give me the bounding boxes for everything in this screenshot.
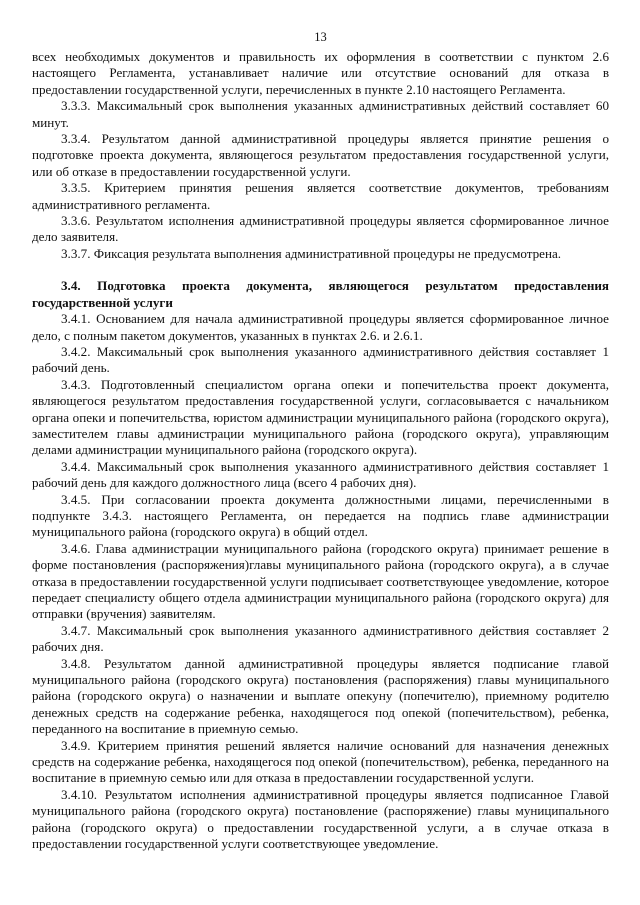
paragraph-3-4-8: 3.4.8. Результатом данной административной процедуры является подписание главой муниципального района (городского округа) постановления (распоряжения) главы муниципального района (городского округа) о назначении и выплате опекуну (попечителю), приемному родителю денежных средств на содержание ребенка, находящегося под опекой (попечительством), ребенка, переданного на воспитание в приемную семью. bbox=[32, 655, 609, 737]
paragraph-3-3-7: 3.3.7. Фиксация результата выполнения административной процедуры не предусмотрена. bbox=[61, 245, 562, 261]
page-number: 13 bbox=[314, 30, 327, 44]
paragraph-3-4-7: 3.4.7. Максимальный срок выполнения указанного административного действия составляет 2 рабочих дня. bbox=[32, 622, 609, 655]
paragraph-3-3-5: 3.3.5. Критерием принятия решения является соответствие документов, требованиям административного регламента. bbox=[32, 180, 609, 212]
paragraph-3-4-1: 3.4.1. Основанием для начала административной процедуры является сформированное личное дело, с полным пакетом документов, указанных в пунктах 2.6. и 2.6.1. bbox=[32, 311, 609, 343]
section-heading-3-4: 3.4. Подготовка проекта документа, являющегося результатом предоставления государственной услуги bbox=[32, 278, 609, 310]
paragraph-3-3-2-continuation: всех необходимых документов и правильность их оформления в соответствии с пунктом 2.6 настоящего Регламента, устанавливает наличие или отсутствие оснований для отказа в предоставлении государственной услуги, перечисленных в пункте 2.10 настоящего Регламента. bbox=[32, 49, 609, 97]
paragraph-3-4-4: 3.4.4. Максимальный срок выполнения указанного административного действия составляет 1 рабочий день для каждого должностного лица (всего 4 рабочих дня). bbox=[32, 458, 609, 491]
paragraph-3-4-5: 3.4.5. При согласовании проекта документа должностными лицами, перечисленными в подпункте 3.4.3. настоящего Регламента, он передается на подпись главе администрации муниципального района (городского округа) в общий отдел. bbox=[32, 491, 609, 540]
paragraph-3-3-6: 3.3.6. Результатом исполнения административной процедуры является сформированное личное дело заявителя. bbox=[32, 213, 609, 245]
paragraph-3-4-9: 3.4.9. Критерием принятия решений является наличие оснований для назначения денежных средств на содержание ребенка, находящегося под опекой (попечительством), ребенка, переданного на воспитание в приемную семью или для отказа в предоставлении государственной услуги. bbox=[32, 737, 609, 786]
paragraph-3-4-10: 3.4.10. Результатом исполнения административной процедуры является подписанное Главой муниципального района (городского округа) постановление (распоряжение) главы муниципального района (городского округа) о предоставлении государственной услуги, а в случае отказа в предоставлении государственной услуги соответствующее уведомление. bbox=[32, 786, 609, 852]
paragraph-3-4-2: 3.4.2. Максимальный срок выполнения указанного административного действия составляет 1 рабочий день. bbox=[32, 343, 609, 376]
paragraph-3-3-3: 3.3.3. Максимальный срок выполнения указанных административных действий составляет 60 минут. bbox=[32, 98, 609, 130]
paragraph-3-3-4: 3.3.4. Результатом данной административной процедуры является принятие решения о подготовке проекта документа, являющегося результатом предоставления государственной услуги, или об отказе в предоставлении государственной услуги. bbox=[32, 131, 609, 179]
paragraph-3-4-3: 3.4.3. Подготовленный специалистом органа опеки и попечительства проект документа, являющегося результатом предоставления государственной услуги, согласовывается с начальником органа опеки и попечительства, юристом администрации муниципального района (городского округа), заместителем главы администрации муниципального района (городского округа), управляющим делами администрации муниципального района (городского округа). bbox=[32, 376, 609, 458]
paragraph-3-4-6: 3.4.6. Глава администрации муниципального района (городского округа) принимает решение в форме постановления (распоряжения)главы муниципального района (городского округа), а в случае отказа в предоставлении государственной услуги подписывает соответствующее уведомление, которое передает специалисту общего отдела администрации муниципального района (городского округа) для отправки (вручения) заявителям. bbox=[32, 540, 609, 622]
